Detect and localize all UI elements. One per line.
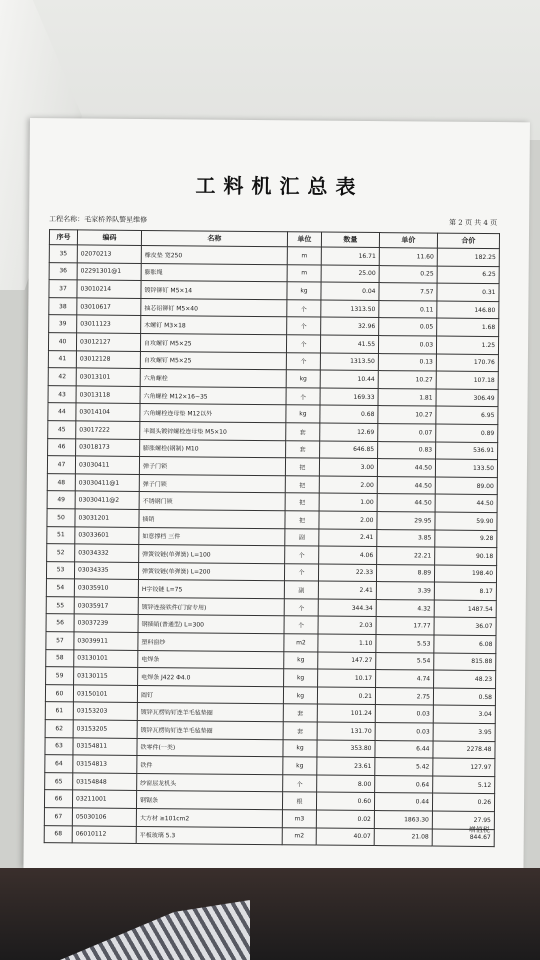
- row-code: 03031201: [75, 509, 139, 527]
- row-qty: 10.17: [318, 669, 376, 687]
- row-no: 41: [48, 350, 76, 368]
- row-total: 90.18: [435, 547, 497, 565]
- row-code: 03012128: [76, 350, 140, 368]
- row-unit: 个: [284, 599, 318, 617]
- row-no: 68: [44, 825, 72, 843]
- row-qty: 41.55: [320, 335, 378, 353]
- row-unit: 副: [285, 528, 319, 546]
- row-no: 38: [49, 297, 77, 315]
- row-name: 木螺钉 M3×18: [141, 316, 287, 335]
- row-unit: 个: [287, 300, 321, 318]
- row-qty: 23.61: [317, 757, 375, 775]
- row-no: 37: [49, 280, 77, 298]
- row-qty: 0.21: [317, 687, 375, 705]
- row-no: 58: [46, 649, 74, 667]
- row-qty: 2.00: [319, 511, 377, 529]
- row-unit: m: [287, 247, 321, 265]
- header-no: 序号: [49, 230, 77, 245]
- row-total: 198.40: [434, 565, 496, 583]
- row-price: 0.03: [375, 723, 433, 741]
- row-code: 03211001: [72, 790, 136, 808]
- row-code: 03013118: [76, 386, 140, 404]
- row-unit: m2: [284, 634, 318, 652]
- row-qty: 32.96: [321, 317, 379, 335]
- row-name: 电焊条 J422 Φ4.0: [138, 668, 284, 687]
- row-qty: 1.10: [318, 634, 376, 652]
- row-no: 44: [48, 403, 76, 421]
- row-unit: kg: [283, 687, 317, 705]
- row-price: 0.64: [375, 775, 433, 793]
- row-unit: 个: [284, 563, 318, 581]
- row-total: 133.50: [435, 459, 497, 477]
- header-total: 合价: [437, 233, 499, 249]
- row-code: 03010617: [77, 298, 141, 316]
- row-total: 0.26: [432, 793, 494, 811]
- row-name: 平板玻璃 5.3: [136, 826, 282, 845]
- row-price: 17.77: [376, 617, 434, 635]
- row-name: 纱窗层龙机头: [137, 773, 283, 792]
- row-code: 03030411: [75, 456, 139, 474]
- row-qty: 4.06: [319, 546, 377, 564]
- row-code: 03012127: [76, 333, 140, 351]
- row-qty: 101.24: [317, 704, 375, 722]
- row-price: 5.54: [376, 652, 434, 670]
- row-code: 03011123: [77, 315, 141, 333]
- row-no: 56: [46, 614, 74, 632]
- row-no: 60: [45, 685, 73, 703]
- row-price: 0.83: [378, 441, 436, 459]
- row-price: 0.03: [375, 705, 433, 723]
- row-total: 48.23: [434, 670, 496, 688]
- row-name: 如意撑档 三件: [139, 527, 285, 546]
- row-code: 03037239: [74, 614, 138, 632]
- row-name: 铁零件(一类): [137, 738, 283, 757]
- footer-note: 增值税: [468, 825, 490, 835]
- document-sheet: [23, 118, 530, 872]
- row-code: 06010112: [72, 825, 136, 843]
- row-name: 弹子门锁: [139, 457, 285, 476]
- row-name: 电焊条: [138, 650, 284, 669]
- row-price: 0.44: [374, 793, 432, 811]
- row-qty: 2.00: [319, 476, 377, 494]
- row-code: 03130115: [74, 667, 138, 685]
- row-unit: m3: [282, 810, 316, 828]
- row-price: 5.42: [375, 758, 433, 776]
- row-price: 0.25: [379, 265, 437, 283]
- row-no: 64: [45, 755, 73, 773]
- row-qty: 2.41: [318, 581, 376, 599]
- row-price: 4.32: [376, 599, 434, 617]
- row-name: 六角螺栓: [140, 369, 286, 388]
- row-name: 抽芯铝铆钉 M5×40: [141, 298, 287, 317]
- row-total: 127.97: [433, 758, 495, 776]
- row-qty: 8.00: [317, 775, 375, 793]
- row-name: 膨胀绳: [141, 263, 287, 282]
- row-total: 44.50: [435, 494, 497, 512]
- row-unit: 个: [286, 335, 320, 353]
- row-name: 不锈钢门锁: [139, 492, 285, 511]
- row-code: 02070213: [77, 245, 141, 263]
- row-no: 40: [48, 333, 76, 351]
- row-unit: kg: [284, 669, 318, 687]
- row-no: 42: [48, 368, 76, 386]
- row-qty: 1313.50: [321, 300, 379, 318]
- row-unit: kg: [286, 405, 320, 423]
- row-qty: 22.33: [318, 564, 376, 582]
- row-price: 21.08: [374, 828, 432, 846]
- row-total: 3.95: [433, 723, 495, 741]
- row-price: 0.11: [379, 300, 437, 318]
- row-unit: 个: [286, 387, 320, 405]
- row-qty: 10.44: [320, 370, 378, 388]
- row-unit: 个: [284, 616, 318, 634]
- row-unit: 把: [285, 475, 319, 493]
- row-no: 39: [49, 315, 77, 333]
- row-qty: 0.68: [320, 405, 378, 423]
- row-price: 4.74: [376, 670, 434, 688]
- row-no: 57: [46, 632, 74, 650]
- row-no: 46: [48, 438, 76, 456]
- row-price: 10.27: [378, 406, 436, 424]
- row-unit: m2: [282, 827, 316, 845]
- page-info: 第 2 页 共 4 页: [449, 218, 498, 228]
- row-price: 22.21: [377, 547, 435, 565]
- row-total: 1487.54: [434, 600, 496, 618]
- row-code: 03033601: [75, 526, 139, 544]
- row-qty: 1.00: [319, 493, 377, 511]
- row-qty: 12.69: [320, 423, 378, 441]
- row-unit: 把: [285, 458, 319, 476]
- row-total: 1.25: [436, 336, 498, 354]
- row-total: 6.08: [434, 635, 496, 653]
- row-name: 六角螺栓连母垫 M12以外: [140, 404, 286, 423]
- row-unit: 套: [286, 423, 320, 441]
- row-no: 35: [49, 245, 77, 263]
- row-price: 8.89: [376, 564, 434, 582]
- row-total: 9.28: [435, 530, 497, 548]
- header-qty: 数量: [321, 232, 379, 248]
- row-name: 圆钉: [137, 685, 283, 704]
- row-total: 815.88: [434, 653, 496, 671]
- row-total: 107.18: [436, 371, 498, 389]
- row-qty: 2.41: [319, 529, 377, 547]
- row-qty: 0.04: [321, 282, 379, 300]
- row-name: 镀锌瓦楞钩钉连羊毛毡垫圈: [137, 703, 283, 722]
- row-no: 47: [47, 456, 75, 474]
- row-name: 铁件: [137, 756, 283, 775]
- row-no: 48: [47, 473, 75, 491]
- row-unit: kg: [286, 370, 320, 388]
- row-total: 844.67: [432, 829, 494, 847]
- row-total: 5.12: [433, 776, 495, 794]
- row-price: 2.75: [375, 687, 433, 705]
- row-no: 67: [44, 808, 72, 826]
- row-code: 03010214: [77, 280, 141, 298]
- row-qty: 2.03: [318, 617, 376, 635]
- row-unit: 套: [286, 440, 320, 458]
- header-price: 单价: [379, 233, 437, 249]
- row-code: 03154848: [73, 773, 137, 791]
- row-name: 塑料窗纱: [138, 633, 284, 652]
- row-code: 03039911: [74, 632, 138, 650]
- row-unit: 副: [284, 581, 318, 599]
- row-price: 0.05: [379, 318, 437, 336]
- row-name: 自攻螺钉 M5×25: [140, 333, 286, 352]
- row-total: 306.49: [436, 389, 498, 407]
- row-price: 5.53: [376, 635, 434, 653]
- row-unit: 个: [287, 317, 321, 335]
- row-no: 36: [49, 262, 77, 280]
- row-unit: 个: [283, 775, 317, 793]
- row-code: 03130101: [74, 650, 138, 668]
- row-total: 89.00: [435, 477, 497, 495]
- row-code: 03013101: [76, 368, 140, 386]
- row-unit: 套: [283, 704, 317, 722]
- row-code: 03018173: [76, 438, 140, 456]
- row-unit: 把: [285, 493, 319, 511]
- row-name: 弹簧铰链(单弹簧) L=200: [138, 562, 284, 581]
- row-price: 44.50: [377, 494, 435, 512]
- row-code: 02291301@1: [77, 263, 141, 281]
- row-total: 59.90: [435, 512, 497, 530]
- row-name: H字铰链 L=75: [138, 580, 284, 599]
- row-name: 镀锌连接铁件(门窗专用): [138, 597, 284, 616]
- row-name: 弹子门锁: [139, 474, 285, 493]
- row-code: 03030411@2: [75, 491, 139, 509]
- row-price: 11.60: [379, 248, 437, 266]
- row-qty: 25.00: [321, 265, 379, 283]
- row-total: 182.25: [437, 248, 499, 266]
- row-qty: 0.60: [316, 792, 374, 810]
- row-total: 170.76: [436, 354, 498, 372]
- row-name: 钢插销(普通型) L=300: [138, 615, 284, 634]
- row-unit: kg: [284, 651, 318, 669]
- row-price: 3.39: [376, 582, 434, 600]
- row-unit: 根: [282, 792, 316, 810]
- row-price: 3.85: [377, 529, 435, 547]
- row-code: 03017222: [76, 421, 140, 439]
- row-no: 54: [46, 579, 74, 597]
- row-qty: 40.07: [316, 828, 374, 846]
- row-price: 10.27: [378, 371, 436, 389]
- row-qty: 131.70: [317, 722, 375, 740]
- row-price: 0.07: [378, 423, 436, 441]
- row-total: 0.58: [433, 688, 495, 706]
- row-name: 橡皮垫 宽250: [141, 245, 287, 264]
- row-code: 03154811: [73, 738, 137, 756]
- row-total: 0.89: [436, 424, 498, 442]
- row-name: 半圆头镀锌螺栓连母垫 M5×10: [140, 421, 286, 440]
- row-unit: 个: [285, 546, 319, 564]
- row-unit: m: [287, 264, 321, 282]
- row-total: 0.31: [437, 283, 499, 301]
- row-no: 62: [45, 720, 73, 738]
- row-qty: 169.33: [320, 388, 378, 406]
- row-price: 44.50: [377, 476, 435, 494]
- row-unit: kg: [287, 282, 321, 300]
- row-no: 49: [47, 491, 75, 509]
- row-total: 146.80: [437, 301, 499, 319]
- row-unit: kg: [283, 739, 317, 757]
- row-price: 1863.30: [374, 811, 432, 829]
- row-total: 8.17: [434, 582, 496, 600]
- row-code: 03035910: [74, 579, 138, 597]
- row-total: 6.95: [436, 406, 498, 424]
- row-no: 50: [47, 509, 75, 527]
- row-name: 弹簧铰链(单弹簧) L=100: [139, 545, 285, 564]
- project-name: 工程名称：毛家桥养队警星维修: [49, 215, 148, 225]
- row-price: 7.57: [379, 283, 437, 301]
- document-title: 工料机汇总表: [195, 173, 364, 199]
- row-total: 2278.48: [433, 741, 495, 759]
- row-code: 03034335: [74, 562, 138, 580]
- row-no: 59: [46, 667, 74, 685]
- row-no: 53: [46, 561, 74, 579]
- row-price: 29.95: [377, 511, 435, 529]
- row-unit: 套: [283, 722, 317, 740]
- row-total: 27.95: [432, 811, 494, 829]
- row-no: 63: [45, 737, 73, 755]
- row-name: 自攻螺钉 M5×25: [140, 351, 286, 370]
- row-code: 03035917: [74, 597, 138, 615]
- row-name: 钢锯条: [136, 791, 282, 810]
- dark-surface: [0, 868, 540, 960]
- summary-table: [44, 229, 500, 847]
- row-code: 03030411@1: [75, 474, 139, 492]
- row-qty: 1313.50: [320, 353, 378, 371]
- row-name: 镀锌铆钉 M5×14: [141, 281, 287, 300]
- row-qty: 147.27: [318, 652, 376, 670]
- row-no: 51: [47, 526, 75, 544]
- row-price: 0.13: [378, 353, 436, 371]
- row-code: 03014104: [76, 403, 140, 421]
- row-price: 6.44: [375, 740, 433, 758]
- row-unit: 把: [285, 511, 319, 529]
- row-total: 536.91: [436, 442, 498, 460]
- row-total: 36.07: [434, 618, 496, 636]
- row-code: 03153203: [73, 702, 137, 720]
- row-no: 65: [45, 772, 73, 790]
- row-code: 03154813: [73, 755, 137, 773]
- row-qty: 353.80: [317, 740, 375, 758]
- row-qty: 344.34: [318, 599, 376, 617]
- row-name: 六角螺栓 M12×16~35: [140, 386, 286, 405]
- table-row: [44, 825, 494, 847]
- row-price: 1.81: [378, 388, 436, 406]
- row-total: 1.68: [437, 318, 499, 336]
- row-name: 镀锌瓦楞钩钉连羊毛毡垫圈: [137, 720, 283, 739]
- row-qty: 646.85: [320, 441, 378, 459]
- header-name: 名称: [141, 230, 287, 246]
- row-code: 03150101: [73, 685, 137, 703]
- header-unit: 单位: [287, 232, 321, 247]
- row-unit: kg: [283, 757, 317, 775]
- row-no: 43: [48, 385, 76, 403]
- row-unit: 个: [286, 352, 320, 370]
- row-name: 插销: [139, 509, 285, 528]
- row-total: 6.25: [437, 266, 499, 284]
- row-price: 0.03: [378, 336, 436, 354]
- row-no: 55: [46, 597, 74, 615]
- row-code: 03034332: [75, 544, 139, 562]
- row-code: 05030106: [72, 808, 136, 826]
- row-no: 52: [47, 544, 75, 562]
- row-name: 膨胀螺栓(钢制) M10: [140, 439, 286, 458]
- row-no: 66: [44, 790, 72, 808]
- row-code: 03153205: [73, 720, 137, 738]
- header-code: 编码: [77, 230, 141, 246]
- row-qty: 0.02: [316, 810, 374, 828]
- row-name: 大方材 ≥101cm2: [136, 808, 282, 827]
- row-qty: 3.00: [319, 458, 377, 476]
- row-no: 45: [48, 421, 76, 439]
- table-body: [44, 245, 499, 847]
- row-total: 3.04: [433, 705, 495, 723]
- row-price: 44.50: [377, 459, 435, 477]
- row-qty: 16.71: [321, 247, 379, 265]
- row-no: 61: [45, 702, 73, 720]
